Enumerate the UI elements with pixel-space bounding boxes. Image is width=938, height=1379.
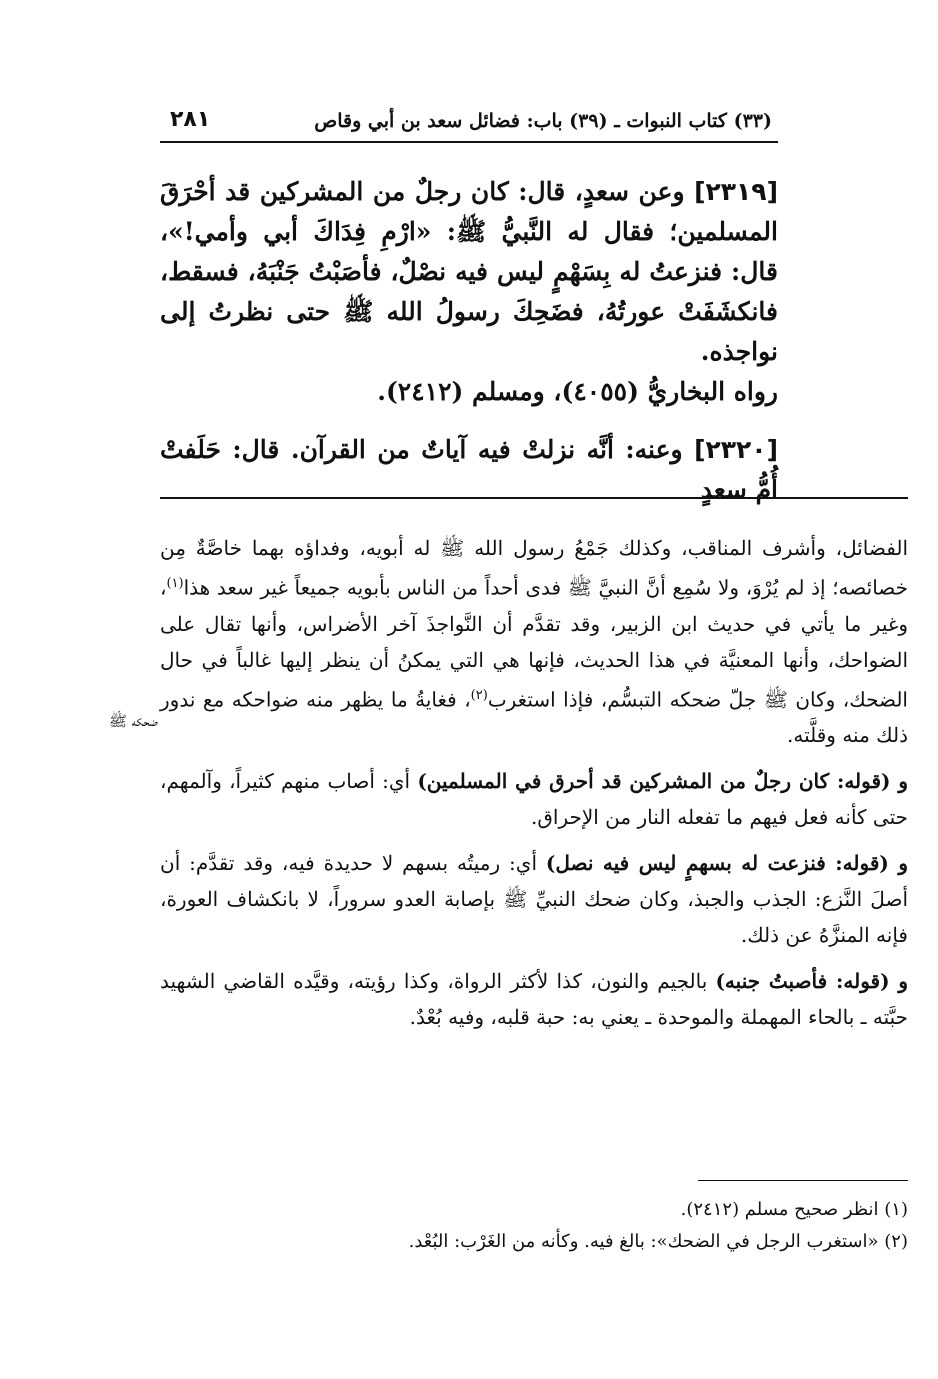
hadith-body: وعن سعدٍ، قال: كان رجلٌ من المشركين قد أحْرَقَ المسلمين؛ فقال له النَّبيُّ ﷺ: «ارْمِ فِدَاكَ أبي وأمي!»، قال: فنزعتُ له بِسَهْمٍ ليس فيه نصْلٌ، فأصَبْتُ جَنْبَهُ، فسقط، فانكشَفَتْ عورتُهُ، فضَحِكَ رسولُ الله ﷺ حتى نظرتُ إلى نواجذه. (160, 177, 778, 366)
quoted-phrase: و (قوله: كان رجلٌ من المشركين قد أحرق في المسلمين) (417, 769, 908, 794)
hadith-number: [٢٣٢٠] (694, 435, 778, 464)
commentary-paragraph (160, 763, 908, 835)
page-header (160, 107, 778, 143)
quoted-phrase: و (قوله: فنزعت له بسهمٍ ليس فيه نصل) (545, 851, 908, 876)
quoted-phrase: و (قوله: فأصبتُ جنبه) (715, 969, 908, 994)
commentary-text: بالجيم والنون، كذا لأكثر الرواة، وكذا رؤيته، وقيَّده القاضي الشهيد حبَّته ـ بالحاء المهملة والموحدة ـ يعني به: حبة قلبه، وفيه بُعْدٌ. (160, 969, 908, 1030)
hadith-body: وعنه: أنَّه نزلتْ فيه آياتٌ من القرآن. قال: حَلَفتْ أُمُّ سعدٍ (160, 435, 778, 504)
footnote-marker: (٢) (470, 687, 488, 703)
page-number: ٢٨١ (170, 107, 211, 132)
footnote-2: (٢) «استغرب الرجل في الضحك»: بالغ فيه. وكأنه من الغَرْب: البُعْد. (408, 1231, 908, 1252)
footnotes (160, 1194, 908, 1258)
commentary-text: ، وغير ما يأتي في حديث ابن الزبير، وقد تقدَّم أن النَّواجذَ آخر الأضراس، وأنها تقال على الضواحك، وأنها المعنيَّة في هذا الحديث، فإنها هي التي يمكنُ أن ينظر إليها غالباً في حال الضحك، وكان ﷺ جلّ ضحكه التبسُّم، فإذا استغرب (160, 575, 909, 712)
hadith-number: [٢٣١٩] (694, 177, 778, 206)
running-title: (٣٣) كتاب النبوات ـ (٣٩) باب: فضائل سعد بن أبي وقاص (314, 110, 772, 132)
commentary (160, 530, 908, 1045)
commentary-paragraph (160, 845, 908, 953)
hadith-2319-text (160, 172, 778, 372)
commentary-text: ، فغايةُ ما يظهر منه ضواحكه مع ندور ذلك منه وقلَّته. (160, 687, 908, 748)
footnote-1: (١) انظر صحيح مسلم (٢٤١٢). (680, 1199, 908, 1220)
commentary-text: الفضائل، وأشرف المناقب، وكذلك جَمْعُ رسول الله ﷺ له أبويه، وفداؤه بهما خاصَّةٌ مِن خصائصه؛ إذ لم يُرْوَ، ولا سُمِع أنَّ النبيَّ ﷺ فدى أحداً من الناس بأبويه جميعاً غير سعد هذا (160, 536, 908, 600)
hadith-2319-source: رواه البخاريُّ (٤٠٥٥)، ومسلم (٢٤١٢). (377, 377, 778, 406)
commentary-paragraph (160, 963, 908, 1035)
commentary-text: أي: رميتُه بسهم لا حديدة فيه، وقد تقدَّم: أن أصلَ النَّزع: الجذب والجبذ، وكان ضحك النبيِّ ﷺ بإصابة العدو سروراً، لا بانكشاف العورة، فإنه المنزَّهُ عن ذلك. (160, 851, 908, 948)
margin-note: ضحكه ﷺ (108, 712, 158, 730)
footnote-marker: (١) (166, 576, 184, 591)
commentary-paragraph (160, 530, 908, 753)
hadith-2319 (160, 172, 778, 412)
section-separator (160, 497, 908, 499)
commentary-text: أي: أصاب منهم كثيراً، وآلمهم، حتى كأنه فعل فيهم ما تفعله النار من الإحراق. (160, 769, 908, 830)
footnote-rule (698, 1180, 908, 1181)
